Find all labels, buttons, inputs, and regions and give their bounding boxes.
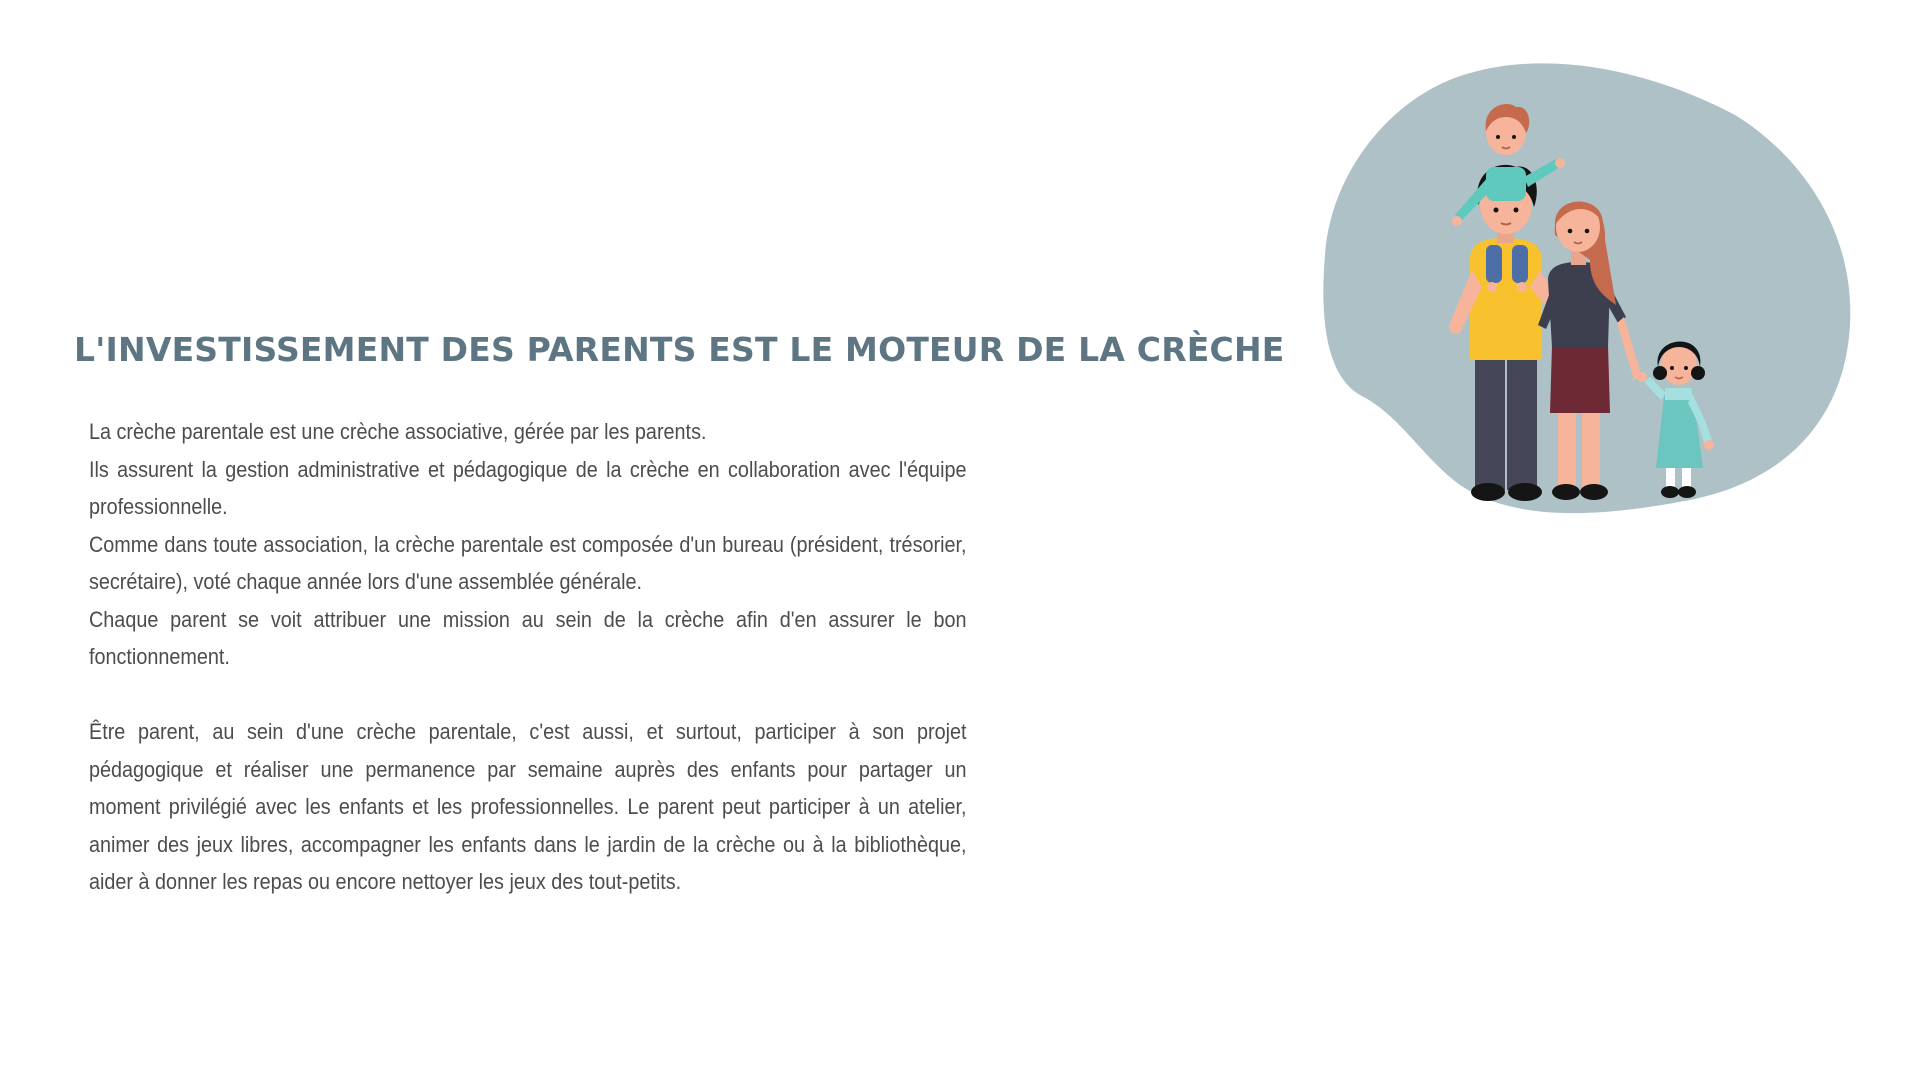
paragraph-5: Être parent, au sein d'une crèche parentale, c'est aussi, et surtout, participer à son projet pédagogique et réaliser une permanence par semaine auprès des enfants pour partager un moment privilégié avec les enfants et les professionnelles. Le parent peut participer à un atelier, animer des jeux libres, accompagner les enfants dans le jardin de la crèche ou à la bibliothèque, aider à donner les repas ou encore nettoyer les jeux des tout-petits. — [89, 719, 967, 894]
body-text — [89, 413, 967, 901]
paragraph-1: La crèche parentale est une crèche associative, gérée par les parents. — [89, 419, 707, 444]
family-illustration-svg — [1320, 55, 1860, 555]
paragraph-4: Chaque parent se voit attribuer une mission au sein de la crèche afin d'en assurer le bon fonctionnement. — [89, 606, 967, 669]
family-illustration-icon — [1320, 55, 1860, 555]
paragraph-3: Comme dans toute association, la crèche parentale est composée d'un bureau (président, trésorier, secrétaire), voté chaque année lors d'une assemblée générale. — [89, 531, 967, 594]
paragraph-spacer — [89, 676, 967, 714]
paragraph-2: Ils assurent la gestion administrative et pédagogique de la crèche en collaboration avec l'équipe professionnelle. — [89, 456, 967, 519]
page-title: L'INVESTISSEMENT DES PARENTS EST LE MOTEUR DE LA CRÈCHE — [74, 330, 1285, 369]
